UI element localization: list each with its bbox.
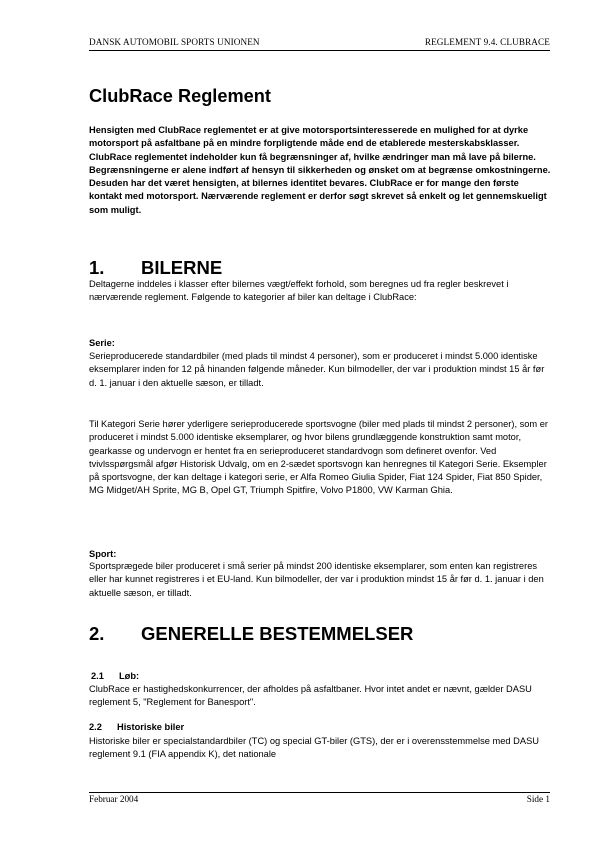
page-header [89,37,550,51]
footer-date: Februar 2004 [89,794,139,804]
subsection-2-1-paragraph: ClubRace er hastighedskonkurrencer, der afholdes på asfaltbaner. Hvor intet andet er nævnt, gælder DASU reglement 5, "Reglement for Banesport". [89,684,532,708]
header-regulation: REGLEMENT 9.4. CLUBRACE [424,37,550,47]
footer-rule [89,792,550,793]
section-2-heading [89,623,414,644]
page-footer [89,794,550,808]
section-1-title: BILERNE [141,257,223,278]
sport-label: Sport: [89,549,117,559]
subsection-2-2-paragraph: Historiske biler er specialstandardbiler (TC) og special GT-biler (GTS), der er i overensstemmelse med DASU reglement 9.1 (FIA appendix K), det nationale [89,736,540,760]
section-1-heading [89,257,223,278]
section-1-number: 1. [89,257,105,278]
footer-page-number: Side 1 [526,794,550,804]
serie-paragraph: Serieproducerede standardbiler (med plads til mindst 4 personer), som er produceret i mindst 5.000 identiske eksemplarer inden for 12 på hinanden følgende måneder. Kun bilmodeller, der var i produktion mindst 15 år før d. 1. januar i den aktuelle sæson, er tilladt. [89,351,545,388]
header-rule [89,50,550,51]
document-title: ClubRace Reglement [89,86,271,106]
subsection-2-1-heading [91,670,139,683]
section-1-paragraph: Deltagerne inddeles i klasser efter bilernes vægt/effekt forhold, som beregnes ud fra regler beskrevet i nærværende reglement. Følgende to kategorier af biler kan deltage i ClubRace: [89,279,509,303]
subsection-2-2-title: Historiske biler [117,722,185,732]
serie-sportsvogne-paragraph: Til Kategori Serie hører yderligere serieproducerede sportsvogne (biler med plads til mindst 2 personer), som er produceret i mindst 5.000 identiske eksemplarer, og hvor bilens grundlæggende konstruktion samt motor, gearkasse og undervogn er hentet fra en serieproduceret standardvogn som defineret ovenfor. Ved tvivlsspørgsmål afgør Historisk Udvalg, om en 2-sædet sportsvogn kan henregnes til Kategori Serie. Eksempler på sportsvogne, der kan deltage i kategori serie, er Alfa Romeo Giulia Spider, Fiat 124 Spider, Fiat 850 Spider, MG Midget/AH Sprite, MG B, Opel GT, Triumph Spitfire, Volvo P1800, VW Karman Ghia. [89,419,549,496]
subsection-2-1-title: Løb: [119,671,140,681]
subsection-2-1-number: 2.1 [91,671,104,681]
sport-paragraph: Sportsprægede biler produceret i små serier på mindst 200 identiske eksemplarer, som enten kan registreres eller har kunnet registreres i et EU-land. Kun bilmodeller, der var i produktion mindst 15 år før d. 1. januar i den aktuelle sæson, er tilladt. [89,561,544,598]
section-2-number: 2. [89,623,105,644]
serie-label: Serie: [89,338,115,348]
header-organization: DANSK AUTOMOBIL SPORTS UNIONEN [89,37,260,47]
intro-paragraph: Hensigten med ClubRace reglementet er at give motorsportsinteresserede en mulighed for at dyrke motorsport på asfaltbane på en mindre forpligtende måde end de etablerede mesterskabsklasser. ClubRace reglementet indeholder kun få begrænsninger af, hvilke ændringer man må lave på bilerne. Begrænsningerne er alene indført af hensyn til sikkerheden og ønsket om at begrænse omkostningerne. Desuden har det været hensigten, at bilernes identitet bevares. ClubRace er for mange den første kontakt med motorsport. Nærværende reglement er derfor søgt skrevet så enkelt og let gennemskueligt som muligt. [89,125,551,215]
subsection-2-2-heading [89,721,184,734]
section-2-title: GENERELLE BESTEMMELSER [141,623,414,644]
subsection-2-2-number: 2.2 [89,722,102,732]
